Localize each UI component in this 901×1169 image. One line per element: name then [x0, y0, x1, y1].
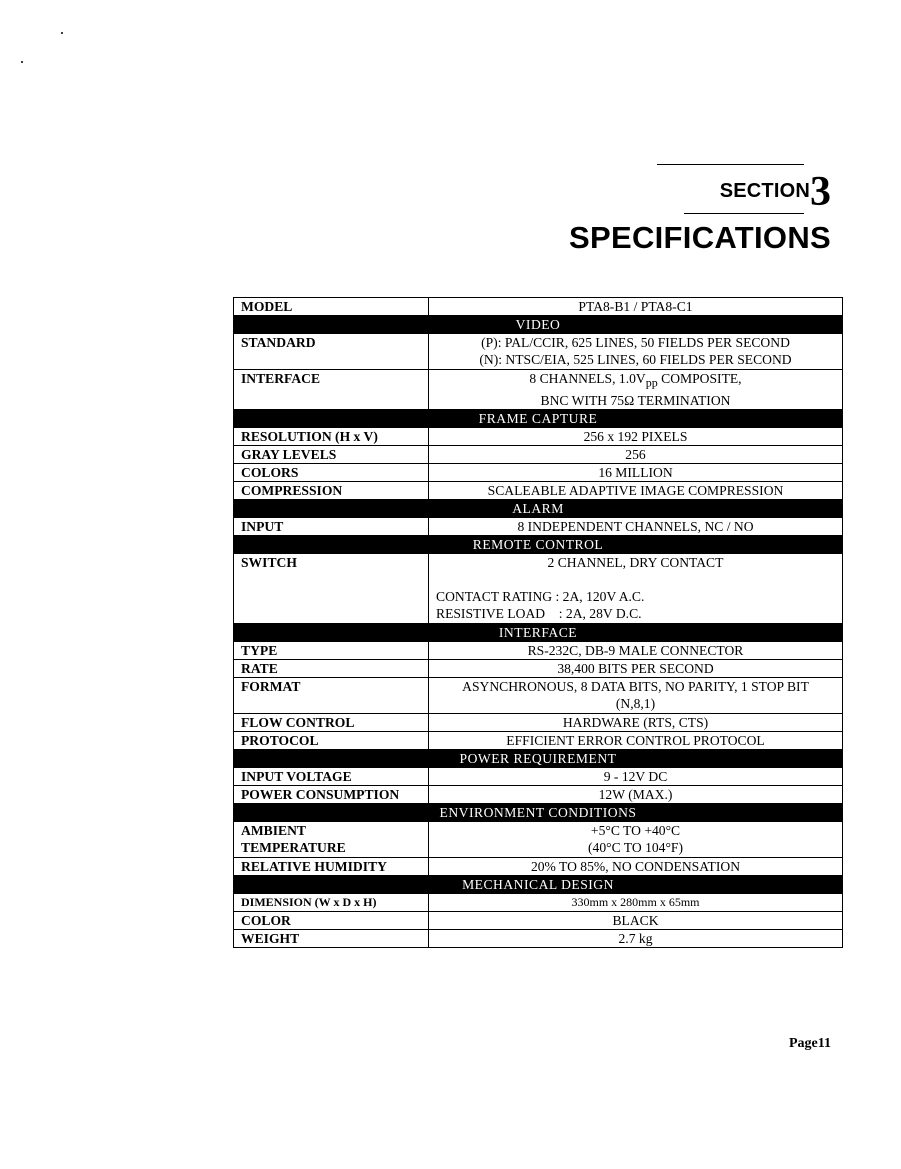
value-line: 2 CHANNEL, DRY CONTACT	[547, 554, 724, 570]
value-line: (P): PAL/CCIR, 625 LINES, 50 FIELDS PER SECOND	[481, 335, 790, 350]
table-row	[234, 857, 843, 875]
section-header-row	[234, 623, 843, 641]
row-value	[429, 553, 843, 623]
table-row	[234, 553, 843, 623]
row-label: COLOR	[234, 911, 429, 929]
section-word: SECTION	[719, 180, 810, 202]
section-header-row	[234, 499, 843, 517]
row-value: 256 x 192 PIXELS	[429, 427, 843, 445]
table-row	[234, 785, 843, 803]
table-row	[234, 767, 843, 785]
page-number: Page11	[789, 1036, 831, 1051]
table-row	[234, 298, 843, 316]
value-line: (N,8,1)	[615, 695, 656, 711]
value-line	[429, 370, 842, 392]
row-value: BLACK	[429, 911, 843, 929]
table-row	[234, 911, 843, 929]
row-value: 9 - 12V DC	[429, 767, 843, 785]
section-header-row	[234, 535, 843, 553]
row-label: PROTOCOL	[234, 731, 429, 749]
label-line: TEMPERATURE	[241, 839, 346, 855]
row-label: COLORS	[234, 463, 429, 481]
table-row	[234, 821, 843, 857]
row-label: RESOLUTION (H x V)	[234, 427, 429, 445]
section-header: REMOTE CONTROL	[234, 535, 843, 553]
value-subscript: pp	[645, 375, 658, 390]
row-value: SCALEABLE ADAPTIVE IMAGE COMPRESSION	[429, 481, 843, 499]
row-label: POWER CONSUMPTION	[234, 785, 429, 803]
section-header-row	[234, 875, 843, 893]
row-value: PTA8-B1 / PTA8-C1	[429, 298, 843, 316]
value-line: +5°C TO +40°C	[590, 822, 681, 838]
row-value: 12W (MAX.)	[429, 785, 843, 803]
section-header: POWER REQUIREMENT	[234, 749, 843, 767]
row-label: INPUT	[234, 517, 429, 535]
row-label: SWITCH	[234, 553, 429, 623]
row-label: INTERFACE	[234, 370, 429, 410]
row-value	[429, 334, 843, 370]
row-value	[429, 677, 843, 713]
value-line: (N): NTSC/EIA, 525 LINES, 60 FIELDS PER SECOND	[479, 352, 792, 367]
table-row	[234, 893, 843, 911]
header-rule-bottom	[684, 213, 804, 214]
row-label: RATE	[234, 659, 429, 677]
row-label	[234, 821, 429, 857]
table-row	[234, 463, 843, 481]
section-header: ALARM	[234, 499, 843, 517]
section-header: VIDEO	[234, 316, 843, 334]
section-header: MECHANICAL DESIGN	[234, 875, 843, 893]
row-value: EFFICIENT ERROR CONTROL PROTOCOL	[429, 731, 843, 749]
row-value: 20% TO 85%, NO CONDENSATION	[429, 857, 843, 875]
row-value: 2.7 kg	[429, 929, 843, 947]
row-value	[429, 370, 843, 410]
value-line: ASYNCHRONOUS, 8 DATA BITS, NO PARITY, 1 STOP BIT	[462, 678, 809, 694]
scan-speck	[61, 32, 63, 34]
table-row	[234, 929, 843, 947]
value-line: (40°C TO 104°F)	[588, 839, 683, 855]
table-row	[234, 677, 843, 713]
table-row	[234, 334, 843, 370]
section-header-row	[234, 409, 843, 427]
row-label: STANDARD	[234, 334, 429, 370]
table-row	[234, 659, 843, 677]
section-header-row	[234, 803, 843, 821]
row-label: GRAY LEVELS	[234, 445, 429, 463]
section-heading	[600, 169, 831, 215]
value-text: 8 CHANNELS, 1.0V	[529, 371, 646, 386]
table-row	[234, 481, 843, 499]
label-line: AMBIENT	[241, 822, 306, 838]
table-row	[234, 445, 843, 463]
row-label: WEIGHT	[234, 929, 429, 947]
table-row	[234, 641, 843, 659]
row-label: DIMENSION (W x D x H)	[234, 893, 429, 911]
row-value	[429, 821, 843, 857]
row-value: 256	[429, 445, 843, 463]
row-value: HARDWARE (RTS, CTS)	[429, 713, 843, 731]
table-row	[234, 370, 843, 410]
header-rule-top	[657, 164, 804, 165]
section-header: ENVIRONMENT CONDITIONS	[234, 803, 843, 821]
row-label: RELATIVE HUMIDITY	[234, 857, 429, 875]
section-header: INTERFACE	[234, 623, 843, 641]
value-line: RESISTIVE LOAD : 2A, 28V D.C.	[436, 605, 642, 621]
section-header-row	[234, 749, 843, 767]
row-label: TYPE	[234, 641, 429, 659]
line-gap	[429, 571, 842, 588]
row-value: 8 INDEPENDENT CHANNELS, NC / NO	[429, 517, 843, 535]
table-row	[234, 713, 843, 731]
row-value: RS-232C, DB-9 MALE CONNECTOR	[429, 641, 843, 659]
row-label: INPUT VOLTAGE	[234, 767, 429, 785]
row-value: 330mm x 280mm x 65mm	[429, 893, 843, 911]
table-row	[234, 731, 843, 749]
row-value: 38,400 BITS PER SECOND	[429, 659, 843, 677]
value-text: COMPOSITE,	[657, 371, 742, 386]
value-line: CONTACT RATING : 2A, 120V A.C.	[436, 588, 645, 604]
table-row	[234, 517, 843, 535]
table-row	[234, 427, 843, 445]
scan-speck	[21, 61, 23, 63]
row-label: COMPRESSION	[234, 481, 429, 499]
row-label: FLOW CONTROL	[234, 713, 429, 731]
row-label: MODEL	[234, 298, 429, 316]
row-value: 16 MILLION	[429, 463, 843, 481]
section-number: 3	[810, 169, 831, 215]
section-header: FRAME CAPTURE	[234, 409, 843, 427]
page-title: SPECIFICATIONS	[569, 220, 831, 255]
section-header-row	[234, 316, 843, 334]
specifications-table	[233, 297, 843, 948]
value-line: BNC WITH 75Ω TERMINATION	[540, 392, 731, 408]
row-label: FORMAT	[234, 677, 429, 713]
